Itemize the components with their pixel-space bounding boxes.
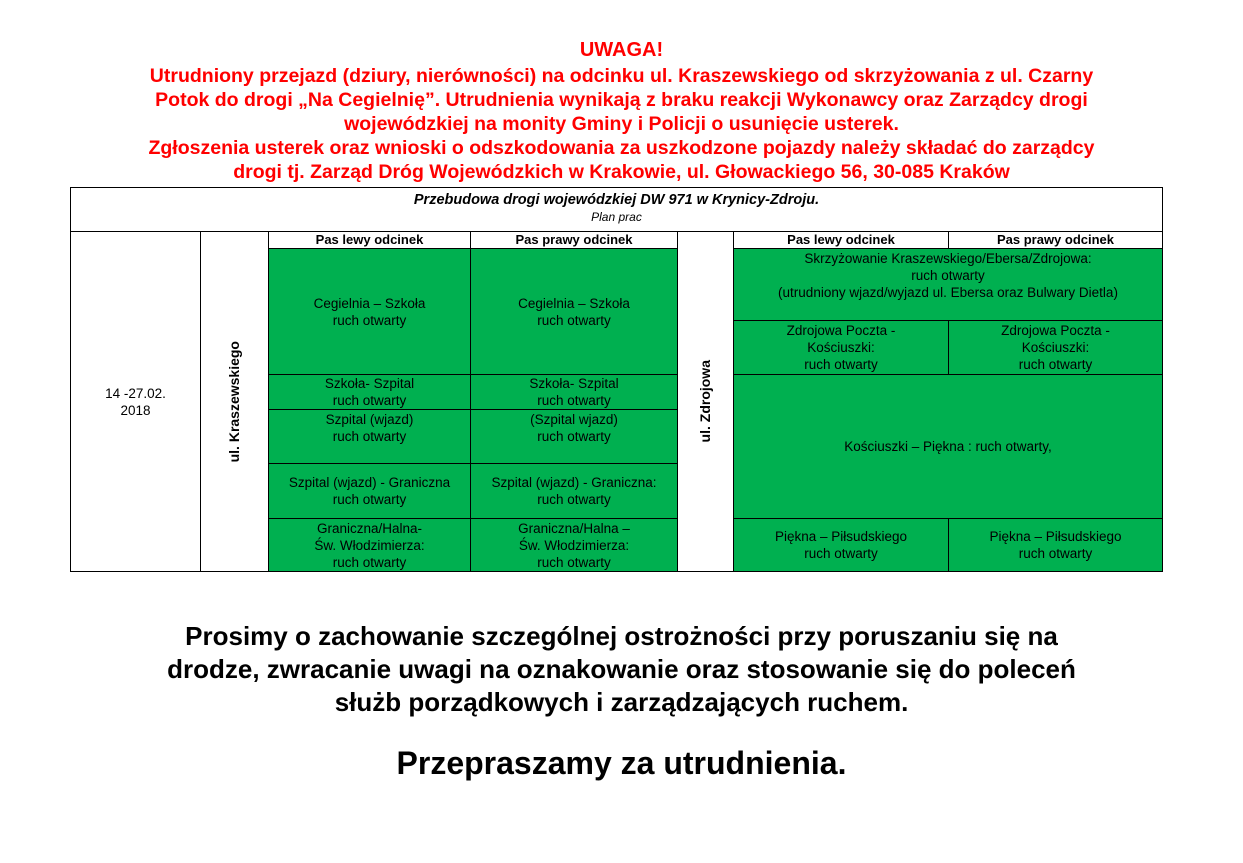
header-left-lane: Pas lewy odcinek [733,231,949,249]
table-title: Przebudowa drogi wojewódzkiej DW 971 w Krynicy-Zdroju. [413,192,820,208]
table-title-cell [70,187,1163,232]
segment-cell: (Szpital wjazd) ruch otwarty [470,409,678,464]
caution-line: drodze, zwracanie uwagi na oznakowanie oraz stosowanie się do poleceń [167,654,1076,684]
segment-cell: Zdrojowa Poczta - Kościuszki: ruch otwarty [733,320,949,375]
warning-line: wojewódzkiej na monity Gminy i Policji o usunięcie usterek. [344,113,899,135]
warning-line: Zgłoszenia usterek oraz wnioski o odszkodowania za uszkodzone pojazdy należy składać do zarządcy [148,137,1095,159]
caution-line: służb porządkowych i zarządzających ruchem. [334,687,909,717]
warning-notice [60,38,1183,184]
segment-cell: Graniczna/Halna- Św. Włodzimierza: ruch otwarty [268,518,471,572]
street-label-kraszewskiego: ul. Kraszewskiego [226,340,242,463]
segment-cell: Szpital (wjazd) - Graniczna: ruch otwarty [470,463,678,519]
date-cell: 14 -27.02. 2018 [70,231,201,572]
street-label-zdrojowa: ul. Zdrojowa [697,360,713,443]
segment-cell: Szkoła- Szpital ruch otwarty [470,374,678,410]
caution-line: Prosimy o zachowanie szczególnej ostrożności przy poruszaniu się na [185,621,1058,651]
header-right-lane: Pas prawy odcinek [470,231,678,249]
segment-cell: Szkoła- Szpital ruch otwarty [268,374,471,410]
work-plan-table [70,187,1163,572]
street-label-zdrojowa-cell [677,231,734,572]
warning-line: Potok do drogi „Na Cegielnię”. Utrudnienia wynikają z braku reakcji Wykonawcy oraz Zarządcy drogi [155,89,1088,111]
segment-cell: Cegielnia – Szkoła ruch otwarty [470,248,678,375]
warning-line: drogi tj. Zarząd Dróg Wojewódzkich w Krakowie, ul. Głowackiego 56, 30-085 Kraków [233,161,1010,183]
segment-cell: Piękna – Piłsudskiego ruch otwarty [733,518,949,572]
caution-message [40,620,1203,719]
segment-cell: Zdrojowa Poczta - Kościuszki: ruch otwarty [948,320,1163,375]
warning-line: Utrudniony przejazd (dziury, nierówności) na odcinku ul. Kraszewskiego od skrzyżowania z ul. Czarny [149,65,1094,87]
header-left-lane: Pas lewy odcinek [268,231,471,249]
segment-cell: Szpital (wjazd) ruch otwarty [268,409,471,464]
header-right-lane: Pas prawy odcinek [948,231,1163,249]
segment-cell: Cegielnia – Szkoła ruch otwarty [268,248,471,375]
warning-title: UWAGA! [579,39,664,61]
table-subtitle: Plan prac [591,210,642,224]
segment-cell: Graniczna/Halna – Św. Włodzimierza: ruch otwarty [470,518,678,572]
segment-cell: Piękna – Piłsudskiego ruch otwarty [948,518,1163,572]
segment-cell: Skrzyżowanie Kraszewskiego/Ebersa/Zdrojowa: ruch otwarty (utrudniony wjazd/wyjazd ul. Ebersa oraz Bulwary Dietla) [733,248,1163,321]
segment-cell: Kościuszki – Piękna : ruch otwarty, [733,374,1163,519]
apology-message: Przepraszamy za utrudnienia. [396,745,847,781]
segment-cell: Szpital (wjazd) - Graniczna ruch otwarty [268,463,471,519]
street-label-kraszewskiego-cell [200,231,269,572]
